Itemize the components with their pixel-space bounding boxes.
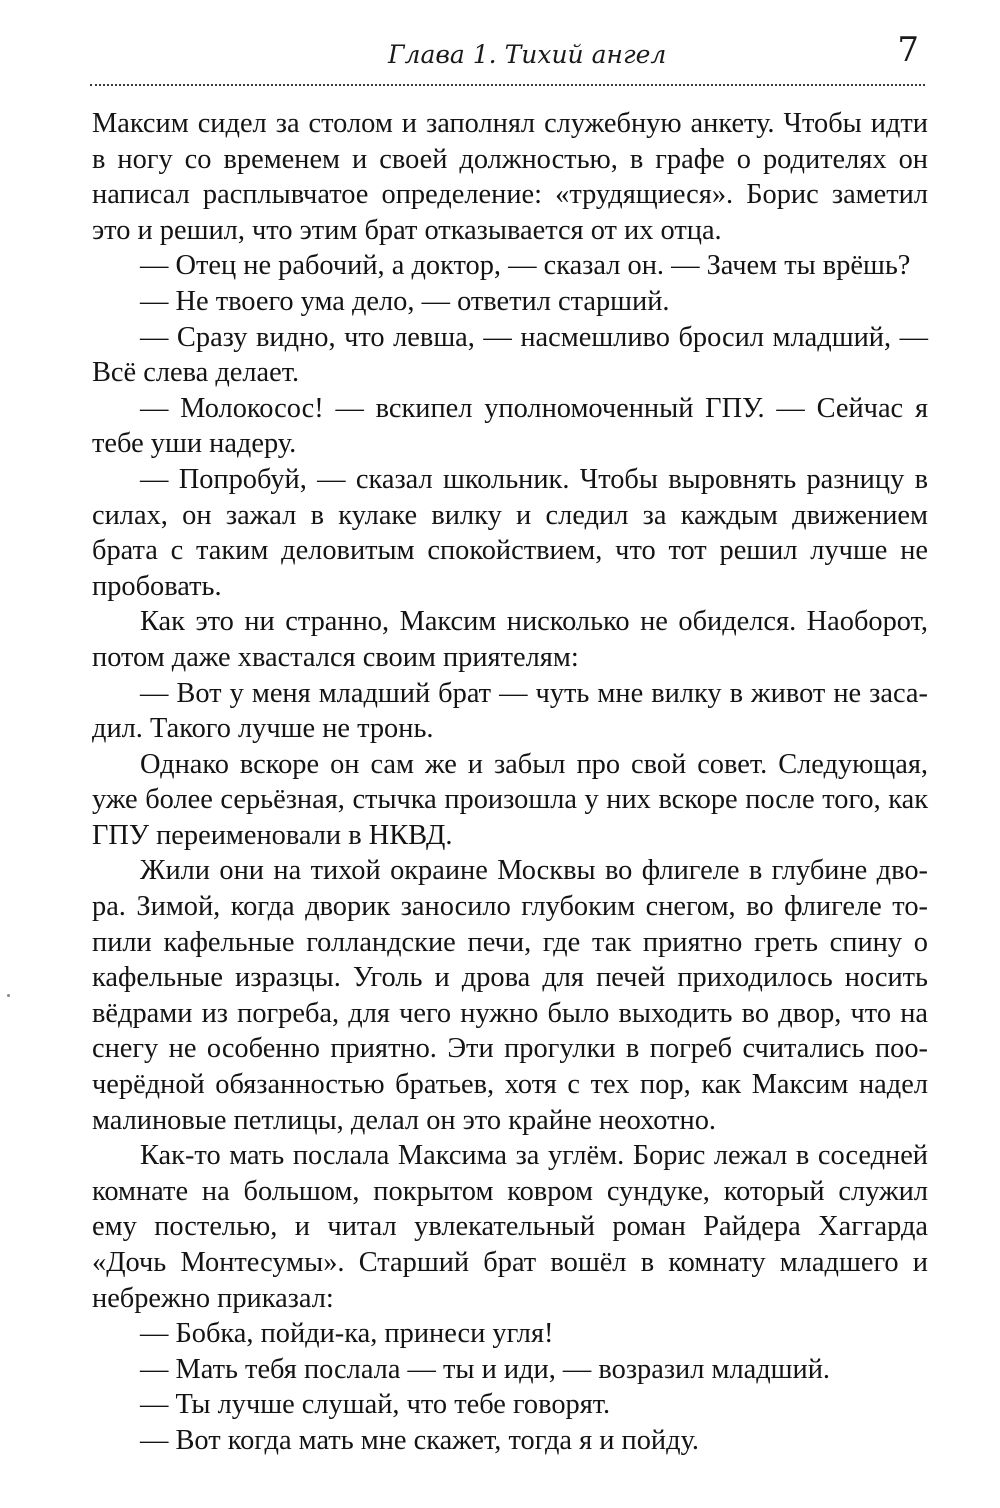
paragraph-2: — Отец не рабочий, а доктор, — сказал он. — Зачем ты врёшь? [140, 250, 911, 282]
paragraph-7: Как это ни странно, Максим нисколько не обиделся. Наоборот, потом даже хвастался своим приятелям: [92, 606, 928, 673]
paragraph-5: — Молокосос! — вскипел уполномоченный ГПУ. — Сейчас я тебе уши надеру. [92, 392, 928, 460]
paragraph-8: — Вот у меня младший брат — чуть мне вилку в живот не засадил. Такого лучше не тронь. [92, 677, 928, 745]
chapter-title: Глава 1. Тихий ангел [388, 40, 667, 69]
body-text [92, 106, 928, 1459]
page-number: 7 [897, 30, 919, 70]
running-header [90, 24, 925, 86]
paragraph-13: — Мать тебя послала — ты и иди, — возразил младший. [140, 1353, 831, 1385]
scan-speck [7, 994, 10, 997]
paragraph-4: — Сразу видно, что левша, — насмешливо бросил младший, — Всё слева делает. [92, 321, 928, 389]
paragraph-15: — Вот когда мать мне скажет, тогда я и пойду. [140, 1424, 700, 1456]
paragraph-14: — Ты лучше слушай, что тебе говорят. [140, 1389, 611, 1421]
paragraph-3: — Не твоего ума дело, — ответил старший. [140, 285, 670, 317]
paragraph-9: Однако вскоре он сам же и забыл про свой совет. Следующая, уже более серьёзная, стычка произошла у них вскоре после того, как ГПУ переименовали в НКВД. [92, 748, 928, 851]
paragraph-10: Жили они на тихой окраине Москвы во флигеле в глубине двора. Зимой, когда дворик заносило глубоким снегом, во флигеле топили кафельные голландские печи, где так приятно греть спину о кафельные изразцы. Уголь и дрова для печей приходилось носить вёдрами из погреба, для чего нужно было выходить во двор, что на снегу не особенно приятно. Эти прогулки в погреб считались поочерёдной обязанностью братьев, хотя с тех пор, как Максим надел малиновые петлицы, делал он это крайне неохотно. [92, 855, 928, 1136]
paragraph-11: Как-то мать послала Максима за углём. Борис лежал в соседней комнате на большом, покрытом ковром сундуке, который служил ему постелью, и читал увлекательный роман Райдера Хаггарда «Дочь Монтесумы». Старший брат вошёл в комнату младшего и небрежно приказал: [92, 1140, 928, 1314]
paragraph-12: — Бобка, пойди-ка, принеси угля! [140, 1318, 554, 1350]
paragraph-6: — Попробуй, — сказал школьник. Чтобы выровнять разницу в силах, он зажал в кулаке вилку и следил за каждым движением брата с таким деловитым спокойствием, что тот решил лучше не пробовать. [92, 463, 928, 602]
paragraph-1: Максим сидел за столом и заполнял служебную анкету. Чтобы идти в ногу со временем и своей должностью, в графе о родителях он написал расплывчатое определение: «трудящиеся». Борис заметил это и решил, что этим брат отказывается от их отца. [92, 108, 928, 246]
